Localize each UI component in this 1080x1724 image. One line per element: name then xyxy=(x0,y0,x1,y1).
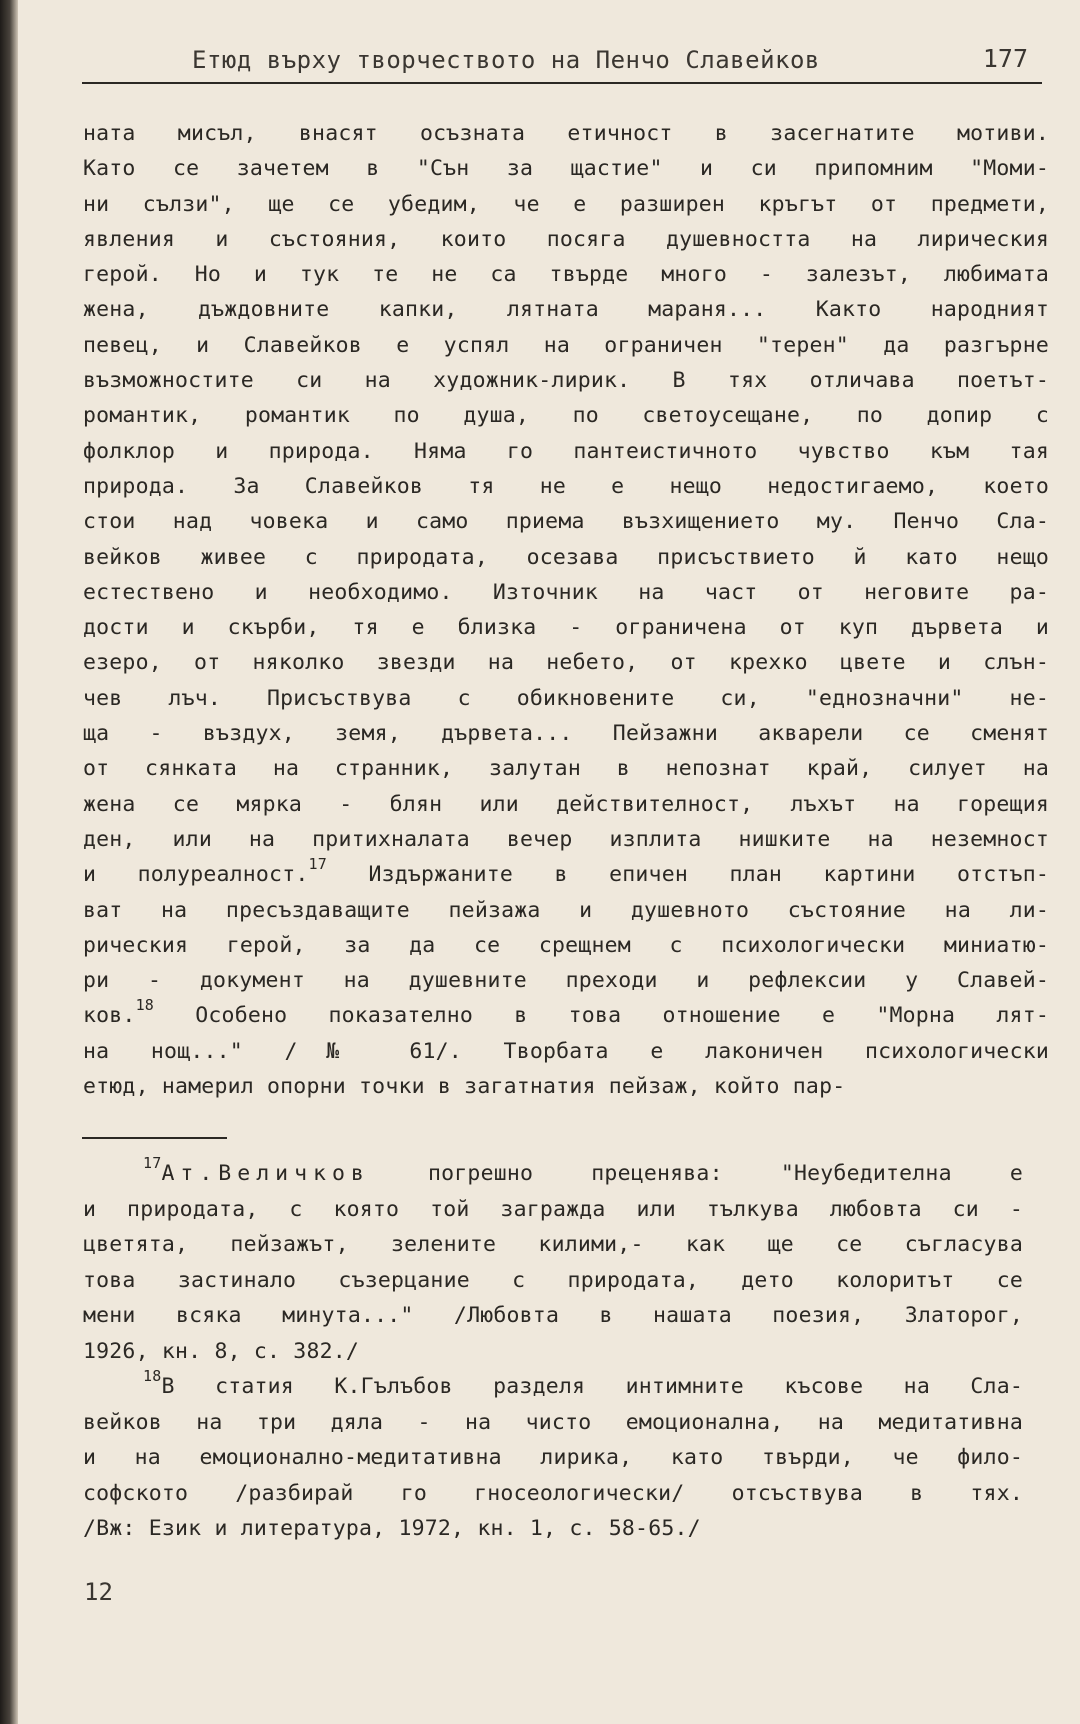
footnote-17-line: 1926, кн. 8, с. 382./ xyxy=(83,1338,360,1364)
text-segment: ков. xyxy=(83,1003,136,1029)
text-line xyxy=(83,998,1049,1033)
text-segment: Издържаните в епичен план картини отстъп- xyxy=(326,862,1049,888)
text-line: певец, и Славейков е успял на ограничен "терен" да разгърне xyxy=(83,332,1049,358)
text-line: естествено и необходимо. Източник на част от неговите ра- xyxy=(83,579,1049,605)
footnote-17-line: това застинало съзерцание с природата, дето колоритът се xyxy=(83,1267,1023,1293)
footnotes xyxy=(83,1156,1023,1547)
footnote-17-line: 17Ат.Величков погрешно преценява: "Неубедителна е xyxy=(143,1154,1023,1186)
text-line: ват на пресъздаващите пейзажа и душевното състояние на ли- xyxy=(83,897,1049,923)
text-line: езеро, от няколко звезди на небето, от крехко цвете и слън- xyxy=(83,650,1049,676)
text-line: ни сълзи", ще се убедим, че е разширен кръгът от предмети, xyxy=(83,191,1049,217)
text-segment: В статия К.Гълъбов разделя интимните късове на Сла- xyxy=(161,1374,1023,1399)
text-line: явления и състояния, които посяга душевността на лирическия xyxy=(83,226,1049,252)
text-line: ден, или на притихналата вечер изплита нишките на неземност xyxy=(83,826,1049,852)
printer-signature-mark: 12 xyxy=(84,1578,113,1606)
footnote-ref-17[interactable]: 17 xyxy=(308,855,327,874)
text-line: фолклор и природа. Няма го пантеистичното чувство към тая xyxy=(83,438,1049,464)
text-line: ри - документ на душевните преходи и рефлексии у Славей- xyxy=(83,968,1049,994)
footnote-17-line: и природата, с която той загражда или тълкува любовта си - xyxy=(83,1196,1023,1222)
text-line: природа. За Славейков тя не е нещо недостигаемо, което xyxy=(83,473,1049,499)
page-binding-edge xyxy=(0,0,18,1724)
running-title: Етюд върху творчеството на Пенчо Славейков xyxy=(192,46,820,74)
body-text xyxy=(83,116,1049,1104)
text-line: възможностите си на художник-лирик. В тях отличава поетът- xyxy=(83,368,1049,394)
text-line: стои над човека и само приема възхищението му. Пенчо Сла- xyxy=(83,509,1049,535)
footnote-18-line: вейков на три дяла - на чисто емоционална, на медитативна xyxy=(83,1409,1023,1435)
text-line: ща - въздух, земя, дървета... Пейзажни акварели се сменят xyxy=(83,721,1049,747)
footnote-17-author: Ат.Величков xyxy=(161,1161,370,1186)
footnote-18-line: 18В статия К.Гълъбов разделя интимните късове на Сла- xyxy=(143,1367,1023,1399)
page-number: 177 xyxy=(982,44,1028,73)
text-line: жена се мярка - блян или действителност, лъхът на горещия xyxy=(83,791,1049,817)
text-line: ната мисъл, внасят осъзната етичност в засегнатите мотиви. xyxy=(83,121,1049,146)
text-segment: погрешно преценява: "Неубедителна е xyxy=(369,1161,1023,1186)
text-line: вейков живее с природата, осезава присъствието й като нещо xyxy=(83,544,1049,570)
text-line: жена, дъждовните капки, лятната мараня... Както народният xyxy=(83,297,1049,323)
footnote-18-line: и на емоционално-медитативна лирика, като твърди, че фило- xyxy=(83,1445,1023,1470)
text-line: Като се зачетем в "Сън за щастие" и си припомним "Моми- xyxy=(83,156,1049,182)
text-line: герой. Но и тук те не са твърде много - залезът, любимата xyxy=(83,262,1049,288)
text-line: романтик, романтик по душа, по светоусещане, по допир с xyxy=(83,403,1049,429)
footnote-17-line: цветята, пейзажът, зелените килими,- как ще се съгласува xyxy=(83,1232,1023,1257)
text-line: рическия герой, за да се срещнем с психологически миниатю- xyxy=(83,932,1049,958)
text-line: дости и скърби, тя е близка - ограничена от куп дървета и xyxy=(83,615,1049,641)
text-line: чев лъч. Присъствува с обикновените си, "еднозначни" не- xyxy=(83,685,1049,711)
footnote-ref-18[interactable]: 18 xyxy=(135,996,155,1015)
text-line xyxy=(83,857,1049,892)
text-line: от сянката на странник, залутан в непознат край, силует на xyxy=(83,756,1049,782)
running-header xyxy=(82,42,1042,84)
footnote-18-line: софското /разбирай го гносеологически/ отсъствува в тях. xyxy=(83,1480,1023,1506)
text-line: етюд, намерил опорни точки в загатнатия пейзаж, който пар- xyxy=(83,1074,846,1100)
text-segment: Особено показателно в това отношение е "Морна лят- xyxy=(154,1003,1049,1029)
footnote-18-line: /Вж: Език и литература, 1972, кн. 1, с. 58-65./ xyxy=(83,1516,701,1541)
footnote-17-line: мени всяка минута..." /Любовта в нашата поезия, Златорог, xyxy=(83,1303,1023,1328)
text-line: на нощ..." /№ 61/. Творбата е лаконичен психологически xyxy=(83,1038,1049,1064)
footnote-divider xyxy=(82,1137,227,1139)
text-segment: и полуреалност. xyxy=(83,862,309,888)
